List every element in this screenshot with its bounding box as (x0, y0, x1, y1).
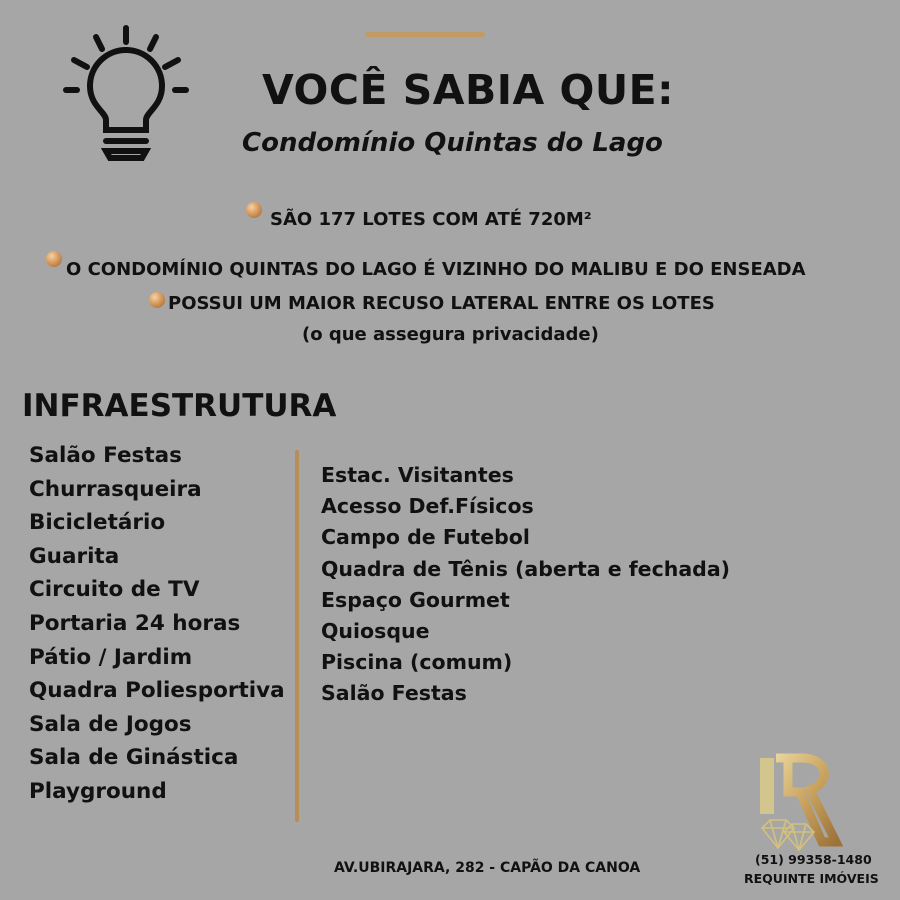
list-item: Acesso Def.Físicos (321, 494, 534, 519)
bullet-dot-icon (46, 251, 62, 267)
list-item: Campo de Futebol (321, 525, 530, 550)
list-item: Quadra de Tênis (aberta e fechada) (321, 556, 731, 581)
list-item: Circuito de TV (29, 577, 200, 603)
subtitle: Condomínio Quintas do Lago (242, 128, 663, 158)
address-text: AV.UBIRAJARA, 282 - CAPÃO DA CANOA (334, 860, 641, 876)
brand-name: REQUINTE IMÓVEIS (744, 871, 879, 886)
list-item: Salão Festas (29, 443, 182, 468)
fact-lateral-setback: POSSUI UM MAIOR RECUSO LATERAL ENTRE OS LOTES (168, 293, 715, 314)
light-bulb-icon (60, 24, 192, 168)
infrastructure-list-left (29, 441, 285, 811)
fact-neighbors: O CONDOMÍNIO QUINTAS DO LAGO É VIZINHO DO MALIBU E DO ENSEADA (66, 259, 806, 280)
list-item: Estac. Visitantes (321, 463, 514, 487)
list-item: Bicicletário (29, 510, 166, 536)
column-divider (295, 450, 299, 822)
list-item: Salão Festas (321, 681, 467, 706)
list-item: Sala de Jogos (29, 711, 192, 737)
bullet-dot-icon (246, 202, 262, 218)
requinte-logo (740, 752, 880, 862)
list-item: Quadra Poliesportiva (29, 678, 285, 704)
bullet-dot-icon (149, 292, 165, 308)
list-item: Espaço Gourmet (321, 587, 510, 612)
infrastructure-title: INFRAESTRUTURA (22, 388, 337, 424)
list-item: Playground (29, 778, 167, 804)
phone-number: (51) 99358-1480 (755, 852, 872, 867)
list-item: Guarita (29, 543, 120, 569)
headline: VOCÊ SABIA QUE: (262, 66, 675, 114)
fact-lots: SÃO 177 LOTES COM ATÉ 720M² (270, 209, 592, 230)
list-item: Sala de Ginástica (29, 745, 239, 771)
list-item: Pátio / Jardim (29, 644, 193, 670)
list-item: Churrasqueira (29, 476, 202, 502)
list-item: Portaria 24 horas (29, 610, 241, 636)
list-item: Piscina (comum) (321, 650, 513, 675)
list-item: Quiosque (321, 618, 430, 643)
fact-privacy-note: (o que assegura privacidade) (302, 324, 599, 345)
infrastructure-list-right (321, 461, 730, 711)
top-accent-bar (365, 32, 485, 37)
